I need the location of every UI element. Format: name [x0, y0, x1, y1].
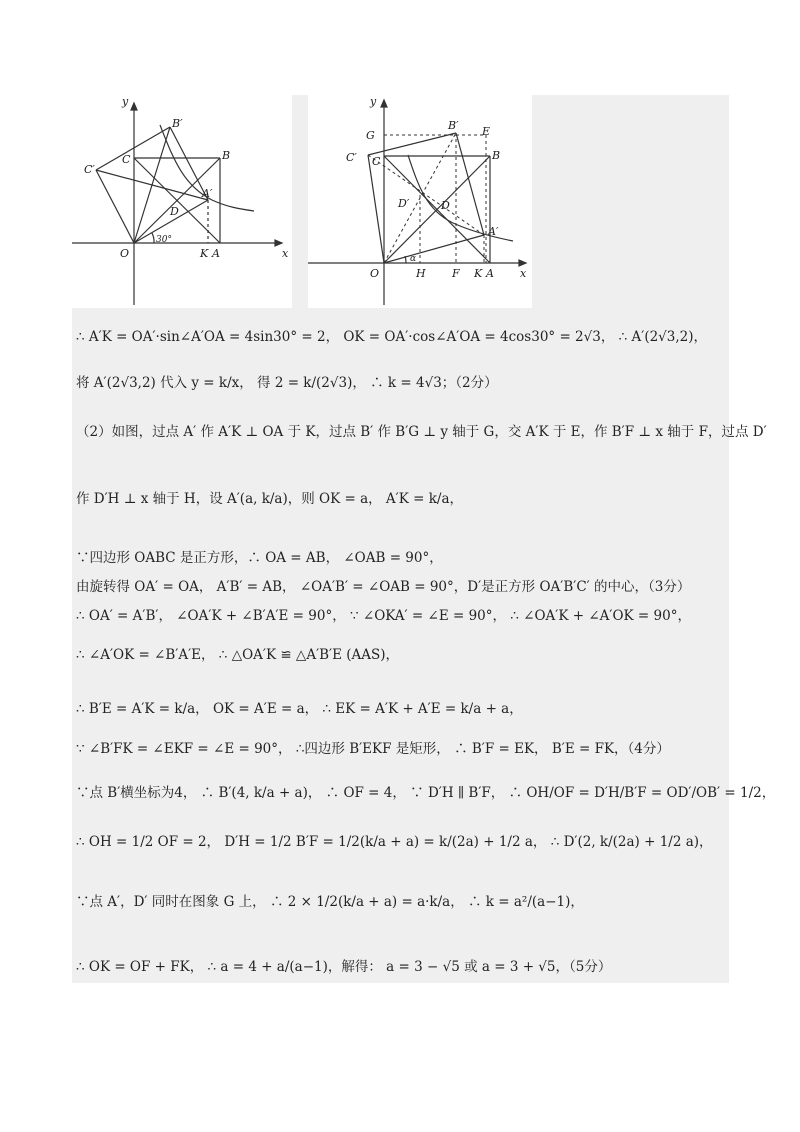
solution-line-3: （2）如图，过点 A′ 作 A′K ⊥ OA 于 K，过点 B′ 作 B′G ⊥ y 轴于 G，交 A′K 于 E，作 B′F ⊥ x 轴于 F，过点 D′ — [76, 424, 767, 440]
fig2-label-O: O — [370, 267, 380, 280]
solution-line-1: ∴ A′K = OA′·sin∠A′OA = 4sin30° = 2， OK = OA′·cos∠A′OA = 4cos30° = 2√3， ∴ A′(2√3,2)， — [76, 329, 708, 345]
fig1-label-B: B — [222, 149, 231, 162]
fig2-label-D: D — [441, 199, 450, 212]
solution-line-8: ∴ ∠A′OK = ∠B′A′E， ∴ △OA′K ≌ △A′B′E (AAS)， — [76, 647, 400, 663]
fig1-label-angle: 30° — [156, 235, 172, 245]
fig1-label-A-prime: A′ — [202, 187, 213, 200]
fig1-label-y: y — [122, 95, 129, 108]
fig1-label-x: x — [282, 247, 289, 260]
solution-line-10: ∵ ∠B′FK = ∠EKF = ∠E = 90°， ∴四边形 B′EKF 是矩形， ∴ B′F = EK， B′E = FK，（4分） — [76, 741, 670, 757]
fig2-label-C: C — [372, 155, 381, 168]
fig2-label-y: y — [370, 95, 377, 108]
fig1-label-O: O — [120, 247, 130, 260]
fig2-label-B-prime: B′ — [448, 119, 459, 132]
solution-line-11: ∵点 B′横坐标为4， ∴ B′(4, k/a + a)， ∴ OF = 4， ∵ D′H ∥ B′F， ∴ OH/OF = D′H/B′F = OD′/OB′ = 1/2， — [76, 785, 776, 801]
fig1-label-B-prime: B′ — [172, 117, 183, 130]
figure-2-svg — [308, 95, 532, 308]
figure-1 — [72, 95, 292, 308]
solution-line-4: 作 D′H ⊥ x 轴于 H，设 A′(a, k/a)，则 OK = a， A′K = k/a， — [76, 491, 463, 507]
fig1-label-D: D — [170, 205, 179, 218]
solution-line-14: ∴ OK = OF + FK， ∴ a = 4 + a/(a−1)，解得： a = 3 − √5 或 a = 3 + √5，（5分） — [76, 959, 612, 975]
fig2-label-F: F — [452, 267, 460, 280]
fig1-label-C-prime: C′ — [84, 163, 95, 176]
fig2-label-K: K — [474, 267, 483, 280]
fig2-label-A: A — [486, 267, 494, 280]
solution-line-7: ∴ OA′ = A′B′， ∠OA′K + ∠B′A′E = 90°， ∵ ∠OKA′ = ∠E = 90°， ∴ ∠OA′K + ∠A′OK = 90°， — [76, 608, 691, 624]
fig2-label-B: B — [492, 149, 501, 162]
fig2-label-C-prime: C′ — [346, 151, 357, 164]
solution-line-12: ∴ OH = 1/2 OF = 2， D′H = 1/2 B′F = 1/2(k/a + a) = k/(2a) + 1/2 a， ∴ D′(2, k/(2a) + 1/2 a)， — [76, 834, 713, 850]
fig1-label-K: K — [200, 247, 209, 260]
solution-line-9: ∴ B′E = A′K = k/a， OK = A′E = a， ∴ EK = A′K + A′E = k/a + a， — [76, 701, 523, 717]
fig2-label-H: H — [416, 267, 426, 280]
figure-1-svg — [72, 95, 292, 308]
fig2-label-D-prime: D′ — [398, 197, 410, 210]
fig1-label-C: C — [122, 153, 131, 166]
solution-line-13: ∵点 A′，D′ 同时在图象 G 上， ∴ 2 × 1/2(k/a + a) = a·k/a， ∴ k = a²/(a−1)， — [76, 894, 584, 910]
fig2-label-x: x — [520, 267, 527, 280]
solution-line-5: ∵四边形 OABC 是正方形，∴ OA = AB， ∠OAB = 90°， — [76, 550, 443, 566]
solution-line-6: 由旋转得 OA′ = OA， A′B′ = AB， ∠OA′B′ = ∠OAB = 90°，D′是正方形 OA′B′C′ 的中心，（3分） — [76, 579, 691, 595]
fig2-label-G: G — [366, 129, 375, 142]
fig2-label-alpha: α — [410, 254, 417, 264]
solution-line-2: 将 A′(2√3,2) 代入 y = k/x， 得 2 = k/(2√3)， ∴ k = 4√3；（2分） — [76, 375, 498, 391]
figure-2 — [308, 95, 532, 308]
fig1-label-A: A — [212, 247, 220, 260]
fig2-label-E: E — [482, 125, 491, 138]
fig2-label-A-prime: A′ — [488, 225, 499, 238]
